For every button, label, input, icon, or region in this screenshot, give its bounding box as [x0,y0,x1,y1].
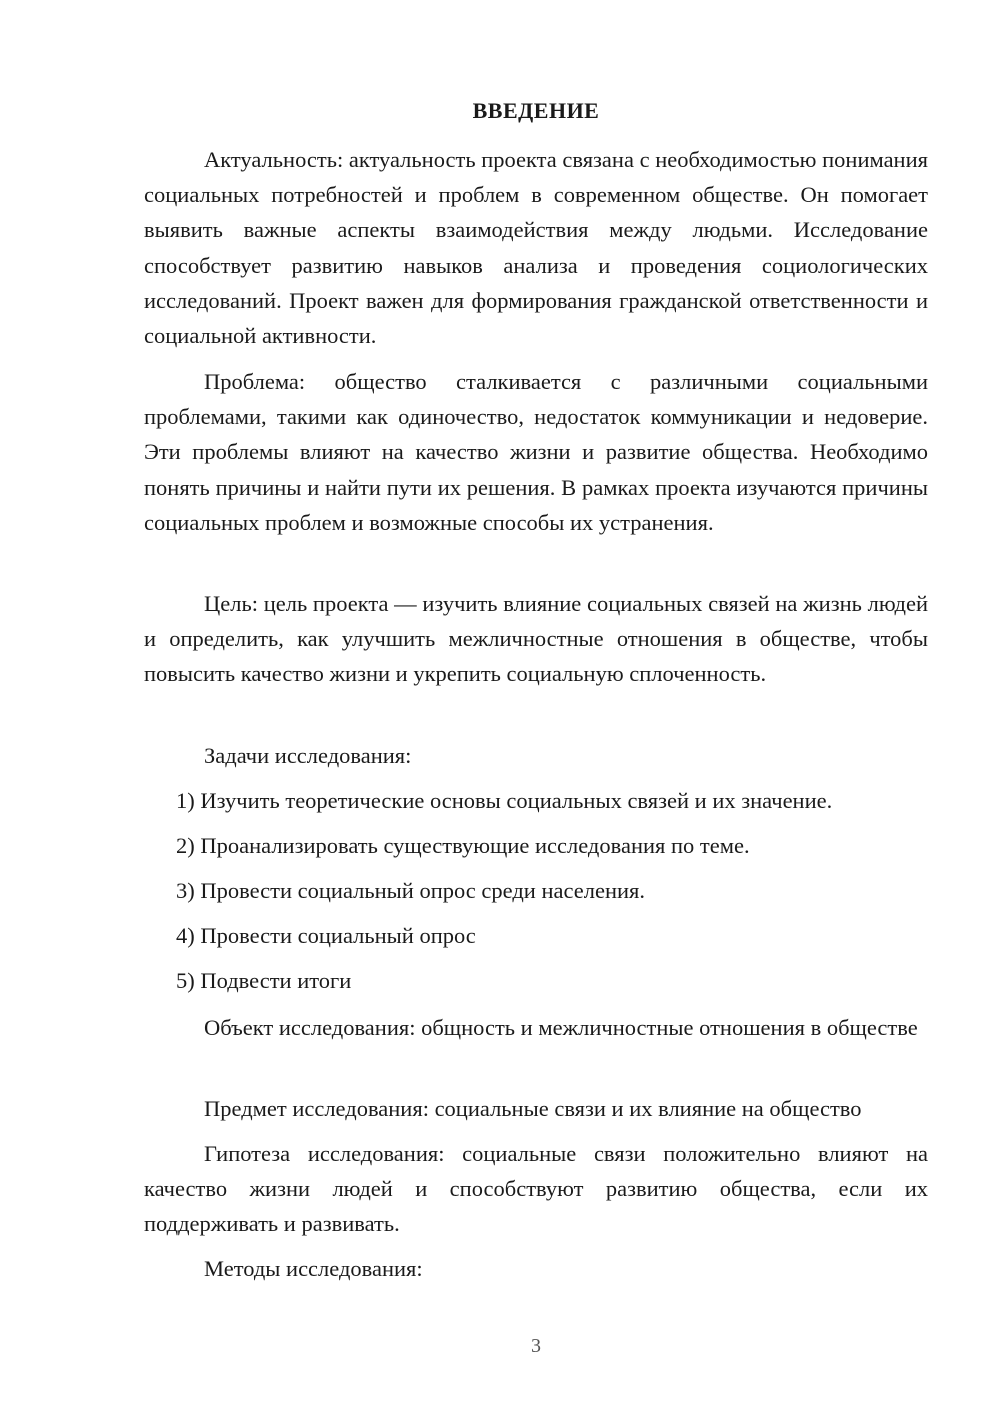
page-number: 3 [531,1335,541,1357]
methods-heading: Методы исследования: [204,1256,423,1281]
task-item-5: 5) Подвести итоги [176,968,352,993]
goal-paragraph: Цель: цель проекта — изучить влияние социальных связей на жизнь людей и определить, как улучшить межличностные отношения в обществе, чтобы повысить качество жизни и укрепить социальную сплоченность. [144,591,928,687]
relevance-paragraph: Актуальность: актуальность проекта связана с необходимостью понимания социальных потребностей и проблем в современном обществе. Он помогает выявить важные аспекты взаимодействия между людьми. Исследование способствует развитию навыков анализа и проведения социологических исследований. Проект важен для формирования гражданской ответственности и социальной активности. [144,147,928,349]
problem-paragraph: Проблема: общество сталкивается с различными социальными проблемами, такими как одиночество, недостаток коммуникации и недоверие. Эти проблемы влияют на качество жизни и развитие общества. Необходимо понять причины и найти пути их решения. В рамках проекта изучаются причины социальных проблем и возможные способы их устранения. [144,369,928,535]
object-paragraph: Объект исследования: общность и межличностные отношения в обществе [204,1015,918,1040]
subject-paragraph: Предмет исследования: социальные связи и их влияние на общество [204,1096,862,1121]
task-item-3: 3) Провести социальный опрос среди населения. [176,878,646,903]
task-item-1: 1) Изучить теоретические основы социальных связей и их значение. [176,788,833,813]
page-title: ВВЕДЕНИЕ [472,98,600,123]
tasks-heading: Задачи исследования: [204,743,412,768]
task-item-4: 4) Провести социальный опрос [176,923,476,948]
document-page [144,0,928,1414]
task-item-2: 2) Проанализировать существующие исследования по теме. [176,833,750,858]
hypothesis-paragraph: Гипотеза исследования: социальные связи положительно влияют на качество жизни людей и способствуют развитию общества, если их поддерживать и развивать. [144,1141,928,1237]
